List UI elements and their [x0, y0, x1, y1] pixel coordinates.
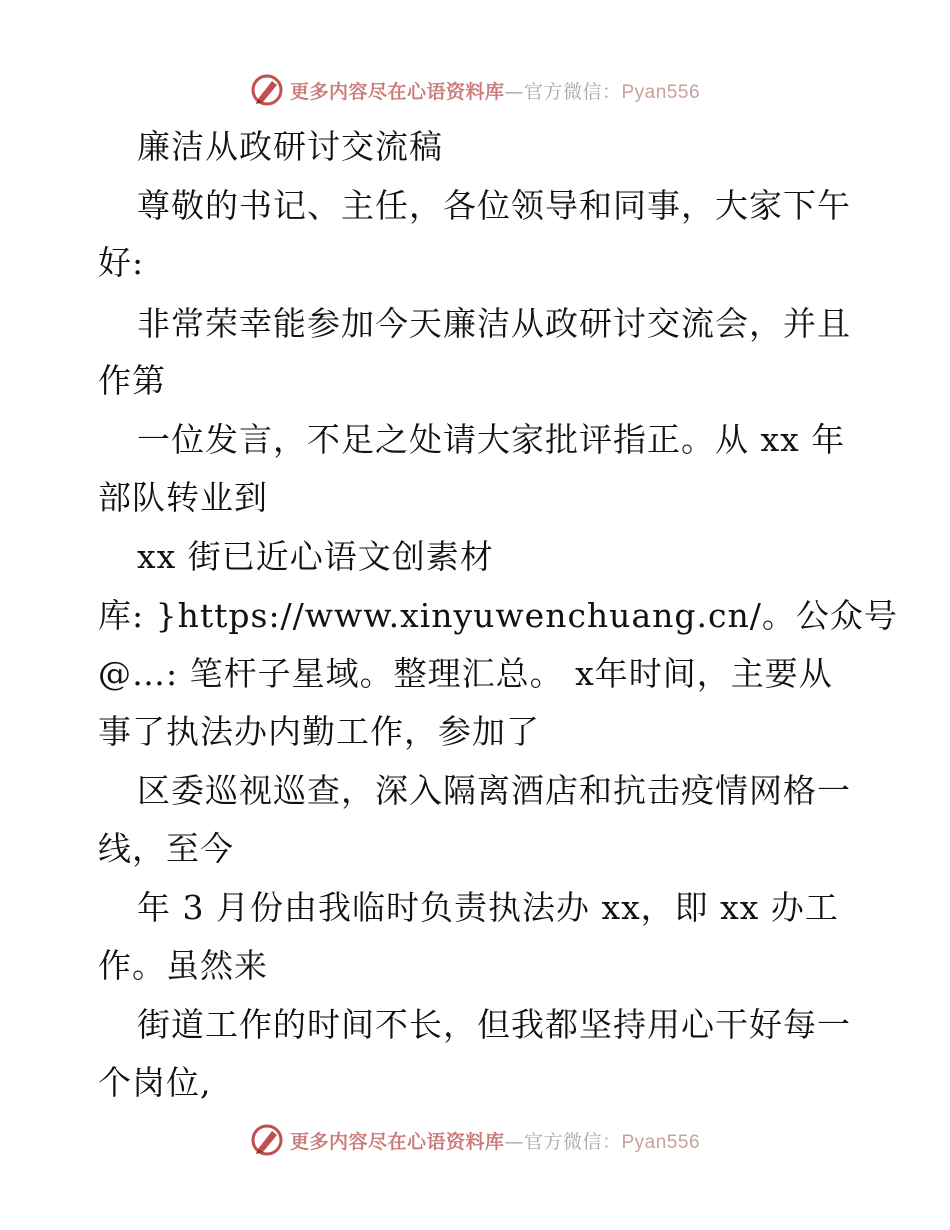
paragraph-line: 部队转业到: [98, 478, 268, 517]
footer-banner: [0, 1120, 950, 1160]
paragraph-line: 一位发言，不足之处请大家批评指正。从 xx 年: [137, 420, 846, 459]
banner-wechat-label: 官方微信：: [523, 1130, 622, 1153]
paragraph-line: 个岗位,: [98, 1063, 212, 1102]
paragraph-line: 年 3 月份由我临时负责执法办 xx，即 xx 办工: [137, 888, 839, 927]
paragraph-line: 作。虽然来: [98, 946, 268, 985]
banner-content: [250, 73, 700, 107]
banner-wechat-label: 官方微信：: [523, 80, 622, 103]
banner-content: [250, 1123, 700, 1157]
banner-main-text: 更多内容尽在心语资料库: [289, 80, 505, 103]
paragraph-line: 作第: [98, 361, 166, 400]
paragraph-line: 区委巡视巡查，深入隔离酒店和抗击疫情网格一: [137, 771, 851, 810]
banner-wechat-id: Pyan556: [621, 81, 701, 103]
paragraph-line: @…: 笔杆子星域。整理汇总。 x年时间，主要从: [98, 654, 833, 693]
banner-separator: —: [504, 1130, 524, 1153]
paragraph-line: 尊敬的书记、主任，各位领导和同事，大家下午: [137, 186, 851, 225]
document-title: 廉洁从政研讨交流稿: [137, 127, 443, 166]
paragraph-line: 好:: [98, 243, 145, 282]
paragraph-line: 线，至今: [98, 829, 234, 868]
header-banner: [0, 70, 950, 110]
paragraph-line: 非常荣幸能参加今天廉洁从政研讨交流会，并且: [137, 304, 851, 343]
paragraph-line: 事了执法办内勤工作，参加了: [98, 712, 540, 751]
pen-logo-icon: [250, 73, 284, 107]
banner-text: [290, 77, 700, 104]
banner-main-text: 更多内容尽在心语资料库: [289, 1130, 505, 1153]
banner-wechat-id: Pyan556: [621, 1131, 701, 1153]
paragraph-line: 街道工作的时间不长，但我都坚持用心干好每一: [137, 1005, 851, 1044]
banner-text: [290, 1127, 700, 1154]
pen-logo-icon: [250, 1123, 284, 1157]
paragraph-line: 库: }https://www.xinyuwenchuang.cn/。公众号: [98, 596, 898, 635]
paragraph-line: xx 街已近心语文创素材: [137, 537, 494, 576]
banner-separator: —: [504, 80, 524, 103]
